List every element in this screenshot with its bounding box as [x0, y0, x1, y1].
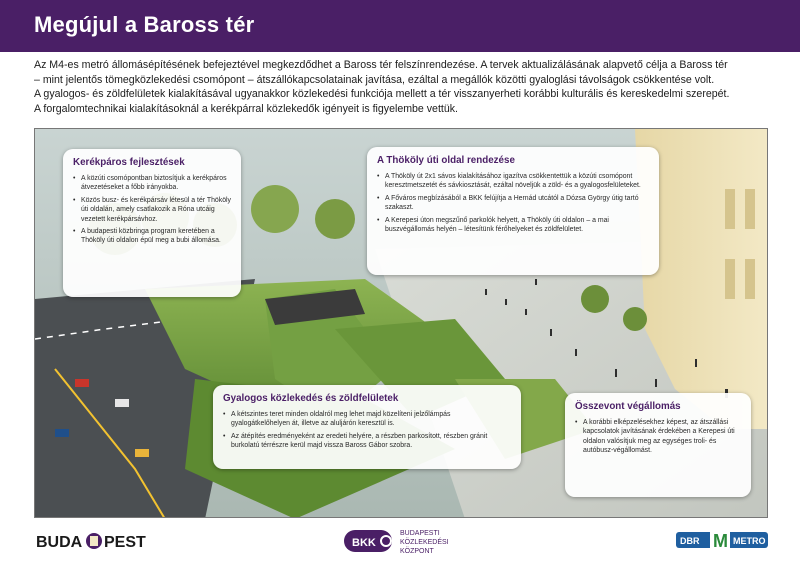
tree: [251, 185, 299, 233]
bkk-line3: KÖZPONT: [400, 548, 434, 555]
callout-item: • A Főváros megbízásából a BKK felújítja a Hernád utcától a Dózsa György útig tartó szakaszt.: [377, 194, 649, 213]
callout-title: Gyalogos közlekedés és zöldfelületek: [223, 393, 399, 404]
tree: [623, 307, 647, 331]
callout-pedestrian: [213, 385, 521, 469]
tree: [315, 199, 355, 239]
callout-title: Kerékpáros fejlesztések: [73, 157, 185, 168]
building-window: [745, 259, 755, 299]
header-bar: [0, 0, 800, 52]
callout-item: • A kétszintes teret minden oldalról meg lehet majd közelíteni jelzőlámpás gyalogátkelőhelyen át, illetve az aluljárón keresztül is.: [223, 410, 511, 429]
callout-item: • A budapesti közbringa program keretében a Thököly úti oldalon épül meg a bubi állomása.: [73, 227, 231, 246]
bkk-line2: KÖZLEKEDÉSI: [400, 539, 449, 546]
aerial-rendering: [34, 128, 768, 518]
intro-line: Az M4-es metró állomásépítésének befejeztével megkezdődhet a Baross tér felszínrendezése. A tervek aktualizálásának alapvető célja a Baross tér: [34, 59, 728, 71]
intro-line: A forgalomtechnikai kialakításoknál a kerékpárral közlekedők igényeit is figyelembe vettük.: [34, 102, 458, 115]
callout-item: • Közös busz- és kerékpársáv létesül a tér Thököly úti oldalán, amely csatlakozik a Róna utcáig vezetett kerékpársávhoz.: [73, 196, 231, 224]
building-window: [745, 189, 755, 229]
callout-item: • A Thököly út 2x1 sávos kialakításához igazítva csökkentettük a közúti csomópont keresztmetszetét és sávkiosztását, ezáltal növeljük a zöld- és a gyalogosfelületeket.: [377, 172, 649, 191]
bkk-line1: BUDAPESTI: [400, 530, 440, 537]
building-window: [725, 189, 735, 229]
budapest-logo: [34, 530, 156, 552]
intro-line: A gyalogos- és zöldfelületek kialakításával ugyanakkor közlekedési funkciója mellett a tér visszanyerheti korábbi kulturális és kereskedelmi szerepét.: [34, 88, 730, 100]
callout-terminus: [565, 393, 751, 497]
callout-item: • A Kerepesi úton megszűnő parkolók helyett, a Thököly úti oldalon – a mai buszvégállomás helyén – létesítünk férőhelyeket és zöldfelületet.: [377, 216, 649, 235]
dbr-logo-left: DBR: [680, 536, 700, 546]
bkk-logo-mark: BKK: [352, 537, 376, 549]
metro-m-icon: M: [713, 531, 728, 551]
page-title: Megújul a Baross tér: [34, 12, 255, 37]
callout-thokoly: [367, 147, 659, 275]
dbr-logo-right: METRO: [733, 536, 766, 546]
callout-item: • Az átépítés eredményeként az eredeti helyére, a részben parkosított, részben gránit burkolatú térrészre kerül majd vissza Baross Gábor szobra.: [223, 432, 511, 451]
dbr-metro-logo: [676, 528, 768, 552]
budapest-logo-right: PEST: [104, 534, 146, 551]
coat-of-arms-icon: [86, 533, 102, 549]
building-window: [725, 259, 735, 299]
callout-item: • A közúti csomópontban biztosítjuk a kerékpáros átvezetéseket a főbb irányokba.: [73, 174, 231, 193]
intro-text: [34, 58, 794, 116]
callout-item: • A korábbi elképzelésekhez képest, az átszállási kapcsolatok javításának érdekében a Kerepesi úti oldalon valósítjuk meg az egységes troli- és autóbusz-végállomást.: [575, 418, 741, 456]
budapest-logo-left: BUDA: [36, 534, 83, 551]
bkk-logo: [342, 524, 502, 558]
callout-title: A Thököly úti oldal rendezése: [377, 155, 515, 166]
intro-line: – mint jelentős tömegközlekedési csomópont – átszállókapcsolatainak javítása, ezáltal a megállók közötti gyaloglási távolságok csökkentése volt.: [34, 73, 715, 86]
callout-title: Összevont végállomás: [575, 401, 681, 412]
tree: [581, 285, 609, 313]
callout-bike: [63, 149, 241, 297]
